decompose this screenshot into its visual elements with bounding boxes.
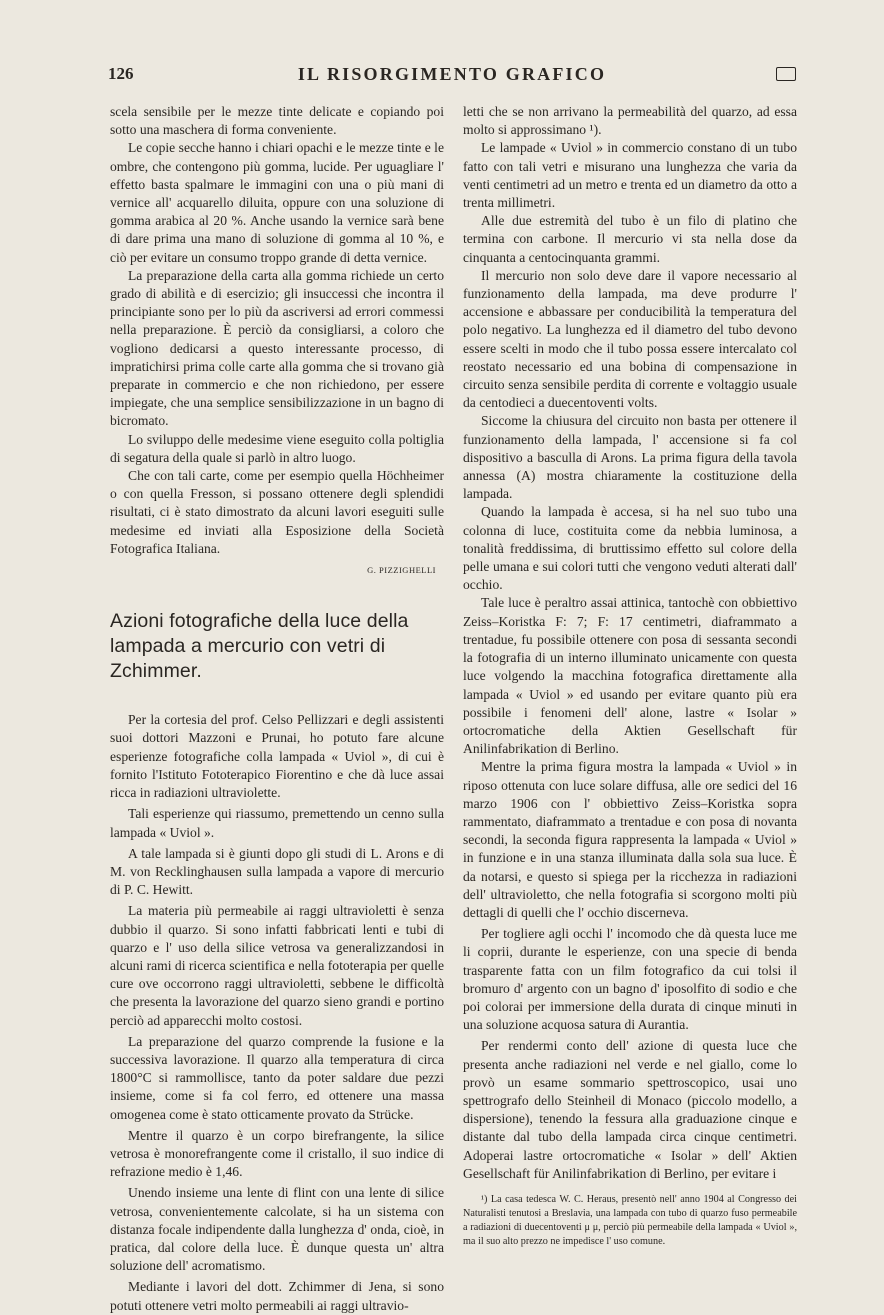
article-heading: Azioni fotografiche della luce della lampada a mercurio con vetri di Zchimmer. — [110, 610, 409, 683]
paragraph: Quando la lampada è accesa, si ha nel suo tubo una colonna di luce, costituita come da nebbia luminosa, a tonalità freddissima, di bruttissimo effetto sul colore della pelle umana e sui colori tutti che vengono veduti alterati dall' occhio. — [463, 504, 797, 593]
paragraph: La preparazione del quarzo comprende la fusione e la successiva lavorazione. Il quarzo alla temperatura di circa 1800°C si rammollisce, tanto da poter saldare due pezzi insieme, come si fa col ferro, ed ottenere una massa omogenea come è stato otticamente provato da Strücke. — [110, 1033, 444, 1122]
paragraph: scela sensibile per le mezze tinte delicate e copiando poi sotto una maschera di forma conveniente. — [110, 104, 444, 138]
paragraph: Per rendermi conto dell' azione di questa luce che presenta anche radiazioni nel verde e nel giallo, come lo provò un esame sommario spettroscopico, usai uno spettrografo dello Steinheil di Monaco (piccolo modello, a dispersione), tenendo la fessura alla graduazione cinque e distante dal tubo della lampada circa cinque centimetri. Adoperai lastre ortocromatiche « Isolar » dell' Aktien Gesellschaft für Anilinfabrikation di Berlino, per evitare i — [463, 1038, 797, 1181]
paragraph: Le copie secche hanno i chiari opachi e le mezze tinte e le ombre, che contengono più gomma, lucide. Per uguagliare l' effetto basta spalmare le immagini con una o più mani di vernice all' acquarello diluita, oppure con una soluzione di gomma arabica al 20 %. Anche usando la vernice sarà bene di dare prima una mano di soluzione di gomma al 10 %, e ciò per evitare un consumo troppo grande di detta vernice. — [110, 140, 444, 265]
paragraph: Tale luce è peraltro assai attinica, tantochè con obbiettivo Zeiss–Koristka F: 7; F: 17 centimetri, diaframmato a trentadue, fu possibile ottenere con posa di sessanta secondi la fotografia di un interno illuminato unicamente con questa luce volgendo la macchina fotografica direttamente alla lampada « Uviol » ed usando per evitare quanto più era possibile i fenomeni dell' alone, lastre « Isolar » ortocromatiche della Aktien Gesellschaft für Anilinfabrikation di Berlino. — [463, 595, 797, 757]
paragraph: Unendo insieme una lente di flint con una lente di silice vetrosa, convenientemente calcolate, si ha un sistema con distanza focale indipendente dalla lunghezza d' onda, cioè, in pratica, dal colore della luce. È dunque questa un' altra soluzione dell' acromatismo. — [110, 1185, 444, 1274]
paragraph: Tali esperienze qui riassumo, premettendo un cenno sulla lampada « Uviol ». — [110, 806, 444, 840]
paragraph: Lo sviluppo delle medesime viene eseguito colla poltiglia di segatura della quale si parlò in altro luogo. — [110, 431, 444, 465]
footnote: ¹) La casa tedesca W. C. Heraus, presentò nell' anno 1904 al Congresso dei Naturalisti tenutosi a Breslavia, una lampada con tubo di quarzo fuso permeabile a radiazioni di duecentoventi μ μ, perciò più permeabile della lampada « Uviol », ma il suo alto prezzo ne impedisce l' uso comune. — [463, 1193, 797, 1247]
left-column — [110, 103, 444, 1315]
right-column — [463, 103, 797, 1249]
paragraph: Alle due estremità del tubo è un filo di platino che termina con carbone. Il mercurio vi sta nella dose da cinquanta a centocinquanta grammi. — [463, 213, 797, 265]
paragraph: Mentre il quarzo è un corpo birefrangente, la silice vetrosa è monorefrangente come il cristallo, il suo indice di refrazione medio è 1,46. — [110, 1127, 444, 1180]
author-signature: G. PIZZIGHELLI — [367, 565, 436, 576]
paragraph: Che con tali carte, come per esempio quella Höchheimer o con quella Fresson, si possano ottenere degli splendidi risultati, ci è stato dimostrato da alcuni lavori eseguiti sulle medesime ed inviati alla Esposizione della Società Fotografica Italiana. — [110, 468, 444, 556]
paragraph: Il mercurio non solo deve dare il vapore necessario al funzionamento della lampada, ma deve produrre l' accensione e abbassare per conducibilità la temperatura del polo negativo. La lunghezza ed il diametro del tubo devono essere scelti in modo che il tubo possa essere intercalato col reostato necessario ed una bobina di compensazione in circuito senza sensibile perdita di corrente e voltaggio usuale da centodieci a duecentoventi volts. — [463, 267, 797, 411]
bookmark-box-icon — [776, 67, 796, 81]
paragraph: Mediante i lavori del dott. Zchimmer di Jena, si sono potuti ottenere vetri molto permeabili ai raggi ultravio- — [110, 1279, 444, 1313]
paragraph: Mentre la prima figura mostra la lampada « Uviol » in riposo ottenuta con luce solare diffusa, alle ore sedici del 16 marzo 1906 con l' obbiettivo Zeiss–Koristka sopra rammentato, diaframmato a trentadue e con posa di novanta secondi, la seconda figura rappresenta la lampada « Uviol » in funzione e in una stanza illuminata dalla sola sua luce. È da notarsi, e questo si spiega per la ricchezza in radiazioni dell' ultravioletto, che nella fotografia si scorgono molti più dettagli di quelli che l' occhio discerneva. — [463, 759, 797, 920]
paragraph: La preparazione della carta alla gomma richiede un certo grado di abilità e di esercizio; gli insuccessi che incontra il principiante sono per lo più da ascriversi ad errori commessi nella preparazione. È perciò da consigliarsi, a coloro che vogliono dedicarsi a questo interessante processo, di impratichirsi prima colle carte alla gomma che si trovano già preparate in commercio e che non richiedono, per essere impiegate, che una semplice sensibilizzazione in un bagno di bicromato. — [110, 267, 444, 429]
paragraph: Le lampade « Uviol » in commercio constano di un tubo fatto con tali vetri e misurano una lunghezza che varia da venti centimetri ad un metro e trenta ed un diametro da otto a trenta millimetri. — [463, 140, 797, 211]
journal-title: IL RISORGIMENTO GRAFICO — [297, 64, 607, 84]
paragraph: Siccome la chiusura del circuito non basta per ottenere il funzionamento della lampada, l' accensione si fa col dispositivo a basculla di Arons. La prima figura della tavola annessa (A) mostra chiaramente la costituzione della lampada. — [463, 413, 797, 502]
paragraph: La materia più permeabile ai raggi ultravioletti è senza dubbio il quarzo. Si sono infatti fabbricati lenti e tubi di quarzo e l' uso della silice vetrosa va generalizzandosi in alcuni rami di ricerca scientifica e nella fototerapia per quelle cure ove occorrono raggi ultravioletti, sebbene le difficoltà che presenta la lavorazione del quarzo sieno grandi e portino perciò ad apparecchi molto costosi. — [110, 903, 445, 1028]
paragraph: Per la cortesia del prof. Celso Pellizzari e degli assistenti suoi dottori Mazzoni e Prunai, ho potuto fare alcune esperienze fotografiche colla lampada « Uviol », di cui è fornito l'Istituto Fototerapico Fiorentino e che dà luce assai ricca in radiazioni ultraviolette. — [110, 712, 444, 801]
paragraph: Per togliere agli occhi l' incomodo che dà questa luce me li coprii, durante le esperienze, con una specie di benda trasparente fatta con un film fotografico da cui tolsi il bromuro d' argento con un bagno d' iposolfito di sodio e che poi colorai per immersione della durata di cinque minuti in una soluzione acquosa satura di Aurantia. — [463, 926, 797, 1033]
paragraph: letti che se non arrivano la permeabilità del quarzo, ad essa molto si approssimano ¹). — [463, 104, 797, 138]
page-number: 126 — [108, 64, 134, 83]
running-header — [108, 64, 796, 88]
paragraph: A tale lampada si è giunti dopo gli studi di L. Arons e di M. von Recklinghausen sulla lampada a vapore di mercurio di P. C. Hewitt. — [110, 845, 444, 898]
